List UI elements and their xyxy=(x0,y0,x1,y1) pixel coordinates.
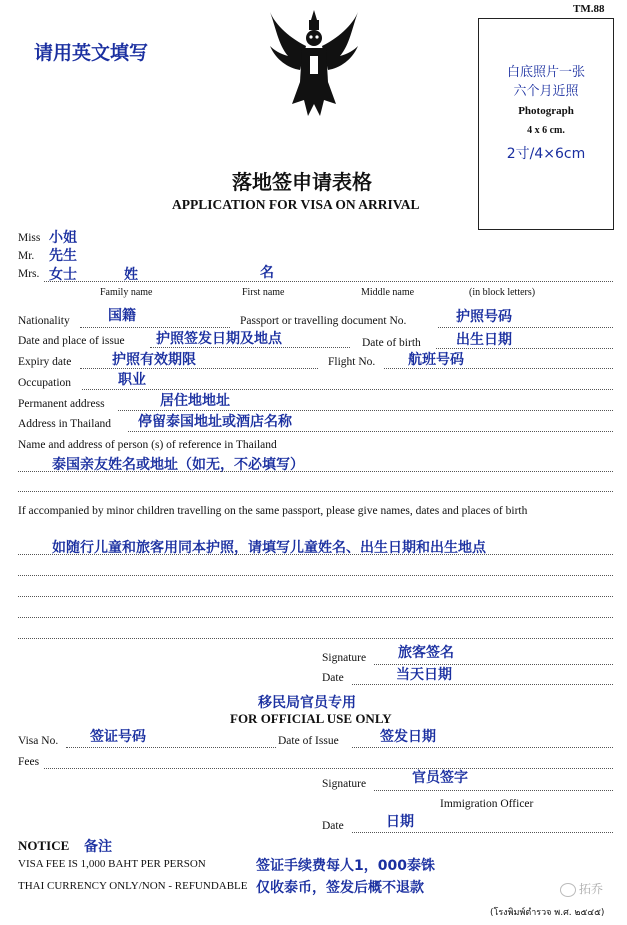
form-code: TM.88 xyxy=(573,3,605,15)
first-name-label: First name xyxy=(242,287,285,298)
children-label: If accompanied by minor children travelling on the same passport, please give names, dates and places of birth xyxy=(18,505,528,517)
notice-line-1-cn: 签证手续费每人1，000泰铢 xyxy=(256,858,435,874)
visa-no-cn: 签证号码 xyxy=(90,729,146,745)
notice-line-2-cn: 仅收泰币，签发后概不退款 xyxy=(256,880,424,896)
mrs-cn: 女士 xyxy=(49,267,77,283)
nationality-cn: 国籍 xyxy=(108,308,136,324)
issue-label: Date and place of issue xyxy=(18,335,125,347)
fees-label: Fees xyxy=(18,756,40,768)
immigration-officer-label: Immigration Officer xyxy=(440,798,534,810)
permanent-address-cn: 居住地地址 xyxy=(160,393,230,409)
officer-date-label: Date xyxy=(322,820,344,832)
printer-note: (โรงพิมพ์ตำรวจ พ.ศ. ๒๕๔๕) xyxy=(490,908,605,918)
children-line-3[interactable] xyxy=(18,596,613,597)
passport-label: Passport or travelling document No. xyxy=(240,315,407,327)
passport-field[interactable] xyxy=(438,327,613,328)
dob-label: Date of birth xyxy=(362,337,421,349)
reference-line-1[interactable] xyxy=(18,471,613,472)
dob-cn: 出生日期 xyxy=(456,332,512,348)
notice-line-1: VISA FEE IS 1,000 BAHT PER PERSON xyxy=(18,858,206,870)
title-en: APPLICATION FOR VISA ON ARRIVAL xyxy=(172,197,420,212)
mr-cn: 先生 xyxy=(49,248,77,264)
officer-signature-field[interactable] xyxy=(374,790,613,791)
visa-no-field[interactable] xyxy=(66,747,276,748)
expiry-label: Expiry date xyxy=(18,356,72,368)
thai-address-cn: 停留泰国地址或酒店名称 xyxy=(138,414,292,430)
reference-label: Name and address of person (s) of reference in Thailand xyxy=(18,439,277,451)
expiry-field[interactable] xyxy=(80,368,318,369)
notice-title-cn: 备注 xyxy=(84,839,112,855)
miss-cn: 小姐 xyxy=(49,230,77,246)
children-line-5[interactable] xyxy=(18,638,613,639)
official-use-en: FOR OFFICIAL USE ONLY xyxy=(230,711,392,726)
officer-signature-cn: 官员签字 xyxy=(412,770,468,786)
flight-field[interactable] xyxy=(384,368,613,369)
occupation-cn: 职业 xyxy=(118,372,146,388)
title-cn: 落地签申请表格 xyxy=(232,170,372,194)
surname-cn: 姓 xyxy=(124,267,138,283)
officer-signature-label: Signature xyxy=(322,778,367,790)
issue-cn: 护照签发日期及地点 xyxy=(156,331,282,347)
family-name-label: Family name xyxy=(100,287,153,298)
photo-box[interactable] xyxy=(478,18,614,230)
photo-cn-line2: 六个月近照 xyxy=(513,84,579,99)
passport-cn: 护照号码 xyxy=(456,309,512,325)
expiry-cn: 护照有效期限 xyxy=(112,352,196,368)
officer-date-cn: 日期 xyxy=(386,814,414,830)
wechat-icon xyxy=(560,883,576,897)
reference-cn: 泰国亲友姓名或地址（如无，不必填写） xyxy=(52,457,304,473)
mrs-label[interactable]: Mrs. xyxy=(18,268,40,280)
notice-line-2: THAI CURRENCY ONLY/NON - REFUNDABLE xyxy=(18,880,248,892)
garuda-emblem-icon xyxy=(266,8,362,120)
children-cn: 如随行儿童和旅客用同本护照，请填写儿童姓名、出生日期和出生地点 xyxy=(52,540,486,556)
date-of-issue-label: Date of Issue xyxy=(278,735,339,747)
applicant-signature-label: Signature xyxy=(322,652,367,664)
flight-label: Flight No. xyxy=(328,356,376,368)
reference-line-2[interactable] xyxy=(18,491,613,492)
children-line-4[interactable] xyxy=(18,617,613,618)
visa-no-label: Visa No. xyxy=(18,735,59,747)
children-line-1[interactable] xyxy=(18,554,613,555)
miss-label[interactable]: Miss xyxy=(18,232,41,244)
permanent-address-label: Permanent address xyxy=(18,398,105,410)
name-line[interactable] xyxy=(44,281,613,282)
photo-cn-line1: 白底照片一张 xyxy=(506,65,585,80)
fill-in-english-note: 请用英文填写 xyxy=(34,42,149,64)
applicant-date-field[interactable] xyxy=(352,684,613,685)
applicant-date-cn: 当天日期 xyxy=(396,667,452,683)
flight-cn: 航班号码 xyxy=(408,352,464,368)
photo-size: 4 x 6 cm. xyxy=(527,125,565,136)
occupation-label: Occupation xyxy=(18,377,72,389)
applicant-date-label: Date xyxy=(322,672,344,684)
mr-label[interactable]: Mr. xyxy=(18,250,35,262)
date-of-issue-field[interactable] xyxy=(352,747,613,748)
children-line-2[interactable] xyxy=(18,575,613,576)
notice-title: NOTICE xyxy=(18,838,70,853)
date-of-issue-cn: 签发日期 xyxy=(380,729,436,745)
middle-name-label: Middle name xyxy=(361,287,415,298)
fees-field[interactable] xyxy=(44,768,613,769)
thai-address-field[interactable] xyxy=(128,431,613,432)
photo-label: Photograph xyxy=(518,105,574,117)
issue-field[interactable] xyxy=(150,347,350,348)
official-use-cn: 移民局官员专用 xyxy=(258,695,356,711)
applicant-signature-cn: 旅客签名 xyxy=(398,645,454,661)
nationality-label: Nationality xyxy=(18,315,70,327)
block-letters-note: (in block letters) xyxy=(469,287,536,298)
thai-address-label: Address in Thailand xyxy=(18,418,112,430)
photo-cn-size: 2寸/4×6cm xyxy=(506,146,586,162)
watermark-text: 拓乔 xyxy=(579,882,604,896)
given-name-cn: 名 xyxy=(260,265,274,281)
officer-date-field[interactable] xyxy=(352,832,613,833)
watermark xyxy=(560,880,603,897)
